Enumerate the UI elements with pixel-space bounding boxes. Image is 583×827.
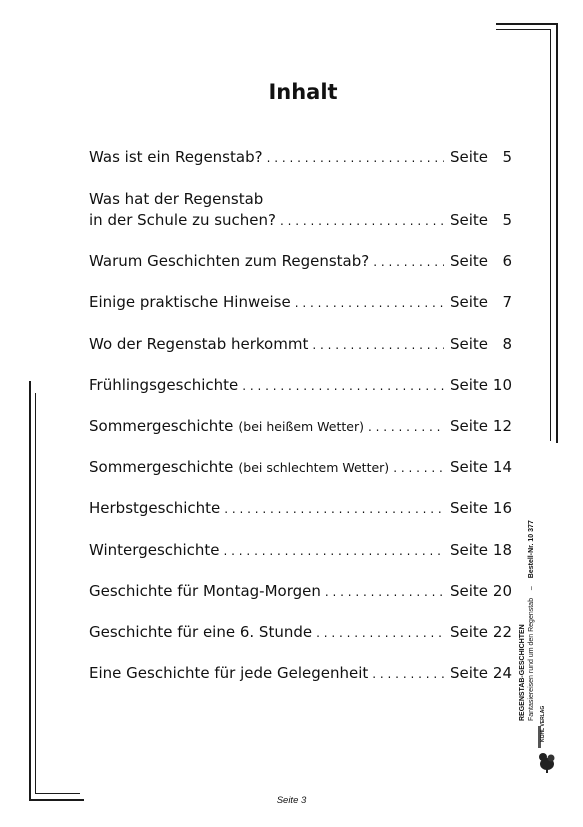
- toc-entry-title: Eine Geschichte für jede Gelegenheit: [89, 664, 369, 682]
- spine-separator: –: [528, 586, 535, 591]
- toc-entry-title: Wintergeschichte: [89, 541, 220, 559]
- frame-line-left-inner: [35, 393, 36, 794]
- toc-page-label: Seite: [450, 293, 489, 311]
- toc-entry-title: Was ist ein Regenstab?: [89, 148, 263, 166]
- toc-dot-leader: [312, 335, 444, 356]
- toc-page-label: Seite: [450, 541, 489, 559]
- toc-dot-leader: [325, 582, 444, 603]
- toc-dot-leader: [267, 148, 444, 169]
- toc-page-number: 24: [492, 664, 512, 682]
- toc-dot-leader: [295, 293, 444, 314]
- publisher-logo-text: KOHL VERLAG: [540, 705, 546, 742]
- toc-page-number: 7: [502, 293, 512, 311]
- toc-page-label: Seite: [450, 458, 489, 476]
- toc-dot-leader: [224, 499, 444, 520]
- frame-line-top: [496, 23, 558, 25]
- frame-line-bottom-inner: [35, 793, 80, 794]
- toc-entry: [89, 457, 512, 479]
- toc-page-label: Seite: [450, 623, 489, 641]
- toc-page-number: 5: [502, 211, 512, 229]
- toc-page-label: Seite: [450, 664, 489, 682]
- toc-entry-title: Geschichte für Montag-Morgen: [89, 582, 321, 600]
- toc-entry-title: Sommergeschichte: [89, 417, 234, 435]
- toc-entry: [89, 292, 512, 314]
- toc-entry-title: Warum Geschichten zum Regenstab?: [89, 252, 370, 270]
- toc-page-number: 20: [492, 582, 512, 600]
- toc-page-number: 22: [492, 623, 512, 641]
- toc-page-label: Seite: [450, 499, 489, 517]
- toc-page-label: Seite: [450, 148, 489, 166]
- frame-line-top-inner: [496, 29, 551, 30]
- toc-dot-leader: [224, 541, 444, 562]
- toc-entry: [89, 375, 512, 397]
- toc-dot-leader: [316, 623, 444, 644]
- spine-text-block: [518, 520, 556, 721]
- toc-dot-leader: [372, 664, 444, 685]
- toc-entry: [89, 251, 512, 273]
- toc-entry: [89, 416, 512, 438]
- toc-page-label: Seite: [450, 376, 489, 394]
- toc-entry-title: Einige praktische Hinweise: [89, 293, 291, 311]
- toc-page-number: 5: [502, 148, 512, 166]
- page-title: Inhalt: [268, 80, 338, 104]
- spine-order-number: Bestell-Nr. 10 377: [528, 520, 535, 579]
- frame-line-left: [29, 381, 31, 801]
- toc-entry-title: Geschichte für eine 6. Stunde: [89, 623, 313, 641]
- page-footer: Seite 3: [276, 795, 307, 806]
- toc-entry: [89, 540, 512, 562]
- toc-dot-leader: [242, 376, 444, 397]
- publisher-logo: [534, 722, 560, 774]
- toc-entry: [89, 147, 512, 169]
- toc-page-number: 16: [492, 499, 512, 517]
- toc-dot-leader: [373, 252, 444, 273]
- toc-dot-leader: [393, 458, 444, 479]
- toc-page-number: 18: [492, 541, 512, 559]
- toc-page-number: 6: [502, 252, 512, 270]
- toc-entry: [89, 498, 512, 520]
- toc-page-number: 8: [502, 335, 512, 353]
- toc-entry: [89, 334, 512, 356]
- toc-page-label: Seite: [450, 211, 489, 229]
- toc-page-number: 12: [492, 417, 512, 435]
- toc-entry-note: (bei schlechtem Wetter): [238, 460, 390, 475]
- spine-subtitle: Fantasiereisen rund um den Regenstab: [528, 598, 535, 721]
- toc-page-label: Seite: [450, 417, 489, 435]
- toc-page-number: 10: [492, 376, 512, 394]
- toc-page-label: Seite: [450, 582, 489, 600]
- toc-entry-title: Frühlingsgeschichte: [89, 376, 239, 394]
- toc-entry: [89, 622, 512, 644]
- toc-page-label: Seite: [450, 335, 489, 353]
- toc-entry: [89, 189, 512, 232]
- toc-entry: [89, 663, 512, 685]
- toc-entry-title: Sommergeschichte: [89, 458, 234, 476]
- toc-entry-title-line1: Was hat der Regenstab: [89, 190, 264, 208]
- spine-series-title: REGENSTAB-GESCHICHTEN: [519, 624, 526, 721]
- toc-page-label: Seite: [450, 252, 489, 270]
- toc-entry-title: in der Schule zu suchen?: [89, 211, 276, 229]
- toc-entry-note: (bei heißem Wetter): [238, 419, 364, 434]
- toc-page-number: 14: [492, 458, 512, 476]
- toc-dot-leader: [368, 417, 444, 438]
- toc-entry-title: Herbstgeschichte: [89, 499, 221, 517]
- toc-entry-title: Wo der Regenstab herkommt: [89, 335, 309, 353]
- toc-dot-leader: [280, 211, 444, 232]
- toc-entry: [89, 581, 512, 603]
